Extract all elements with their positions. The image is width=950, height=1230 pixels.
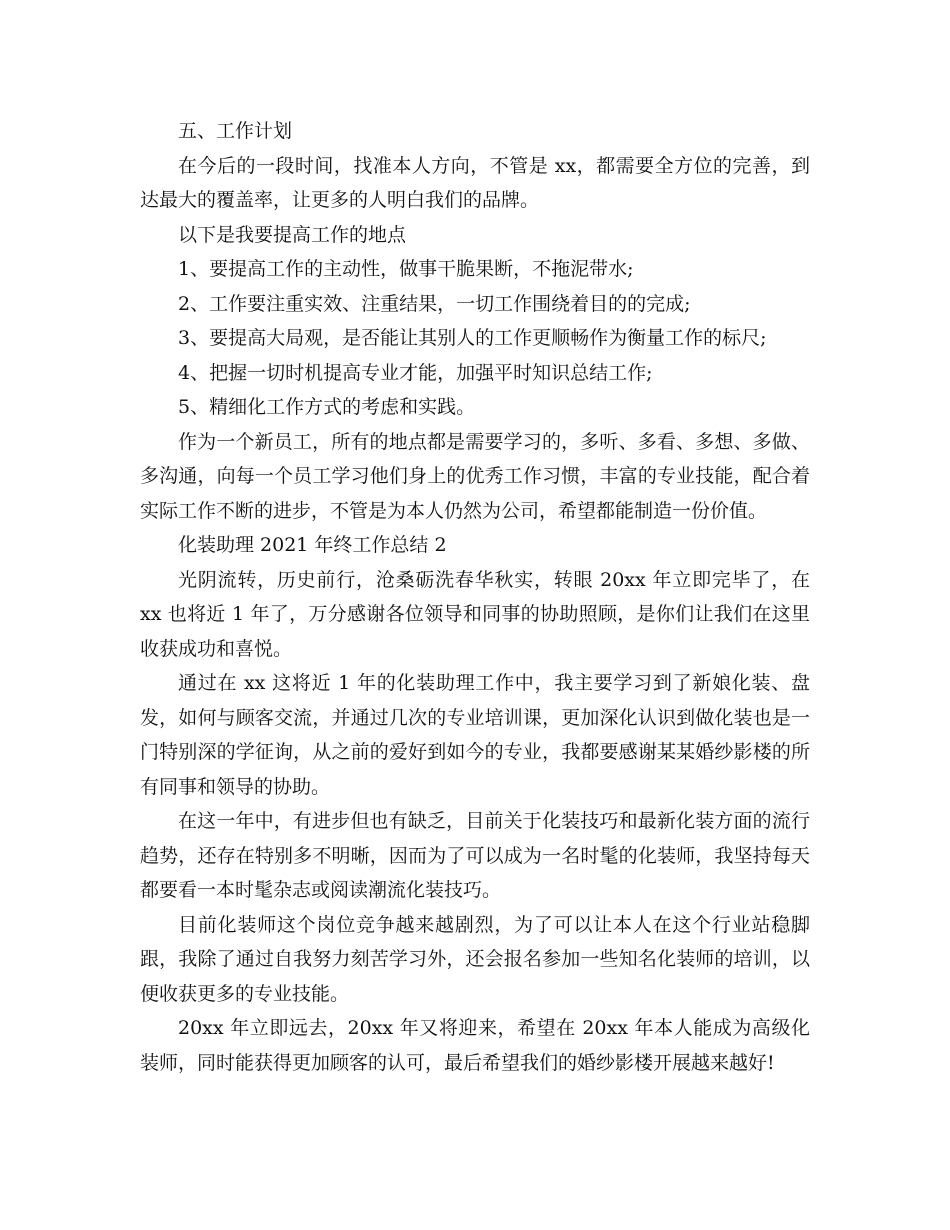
list-item-5: 5、精细化工作方式的考虑和实践。 — [178, 396, 476, 418]
list-item-2: 2、工作要注重实效、注重结果，一切工作围绕着目的的完成; — [178, 292, 691, 315]
paragraph-learning: 通过在 xx 这将近 1 年的化装助理工作中，我主要学习到了新娘化装、盘发，如何与顾客交流，并通过几次的专业培训课，更加深化认识到做化装也是一门特别深的学征询，从之前的爱好到如今的专业，我都要感谢某某婚纱影楼的所有同事和领导的协助。 — [140, 672, 810, 798]
paragraph-competition: 目前化装师这个岗位竞争越来越剧烈，为了可以让本人在这个行业站稳脚跟，我除了通过自我努力刻苦学习外，还会报名参加一些知名化装师的培训，以便收获更多的专业技能。 — [140, 913, 810, 1005]
paragraph-improvement-points-intro: 以下是我要提高工作的地点 — [178, 223, 407, 246]
list-item-3: 3、要提高大局观，是否能让其别人的工作更顺畅作为衡量工作的标尺; — [178, 327, 767, 349]
list-item-4: 4、把握一切时机提高专业才能，加强平时知识总结工作; — [178, 361, 653, 384]
paragraph-outlook: 20xx 年立即远去，20xx 年又将迎来，希望在 20xx 年本人能成为高级化装师，同时能获得更加顾客的认可，最后希望我们的婚纱影楼开展越来越好! — [140, 1017, 810, 1074]
section-heading-work-plan: 五、工作计划 — [178, 120, 293, 142]
section-heading-summary-2: 化装助理 2021 年终工作总结 2 — [178, 534, 447, 556]
paragraph-time-flies: 光阴流转，历史前行，沧桑砺洗春华秋实，转眼 20xx 年立即完毕了，在 xx 也将近 1 年了，万分感谢各位领导和同事的协助照顾，是你们让我们在这里收获成功和喜悦。 — [140, 568, 810, 660]
paragraph-shortcomings: 在这一年中，有进步但也有缺乏，目前关于化装技巧和最新化装方面的流行趋势，还存在特别多不明晰，因而为了可以成为一名时髦的化装师，我坚持每天都要看一本时髦杂志或阅读潮流化装技巧。 — [140, 810, 810, 901]
list-item-1: 1、要提高工作的主动性，做事干脆果断，不拖泥带水; — [178, 258, 634, 280]
paragraph-new-employee: 作为一个新员工，所有的地点都是需要学习的，多听、多看、多想、多做、多沟通，向每一个员工学习他们身上的优秀工作习惯，丰富的专业技能，配合着实际工作不断的进步，不管是为本人仍然为公司，希望都能制造一份价值。 — [140, 430, 810, 522]
paragraph-plan-intro: 在今后的一段时间，找准本人方向，不管是 xx，都需要全方位的完善，到达最大的覆盖率，让更多的人明白我们的品牌。 — [140, 154, 810, 211]
document-body — [140, 114, 810, 1080]
